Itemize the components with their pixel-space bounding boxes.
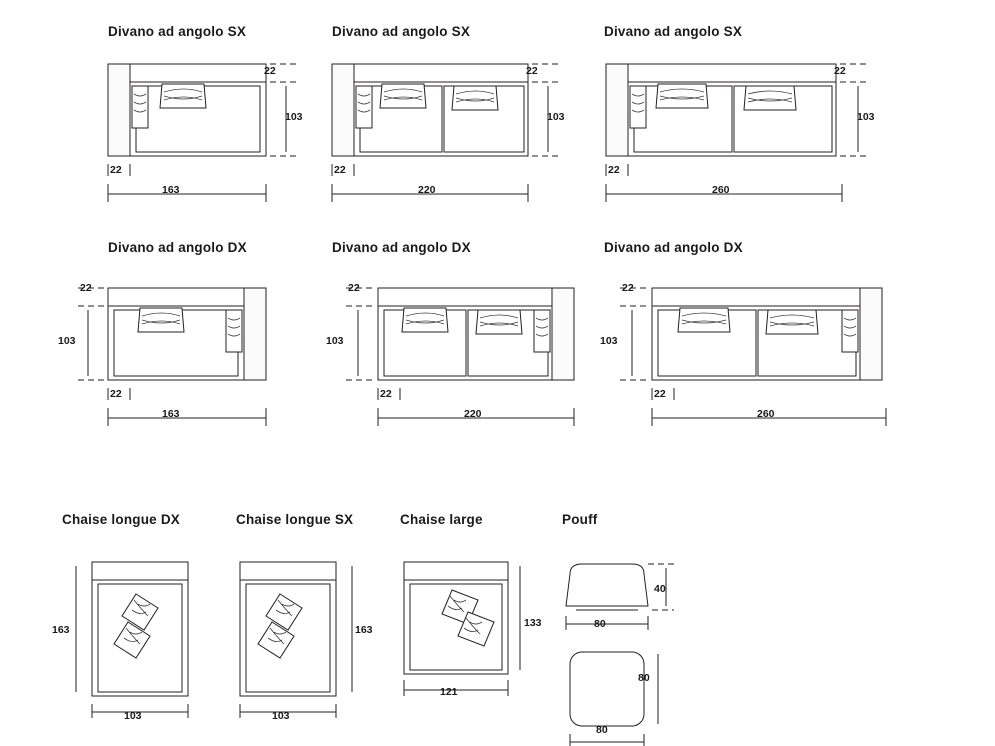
dim-arm-top: 22: [264, 65, 276, 77]
dim-top-depth: 80: [638, 672, 650, 684]
module-title: Pouff: [562, 512, 598, 527]
dim-width: 103: [124, 710, 142, 722]
dim-arm-left: 22: [110, 164, 122, 176]
dim-width: 260: [757, 408, 775, 420]
drawing-pouff: [562, 512, 762, 732]
dim-depth: 103: [326, 335, 344, 347]
dim-side-width: 80: [594, 618, 606, 630]
dim-side-height: 40: [654, 583, 666, 595]
drawing-divano-angolo-sx-220: [328, 24, 628, 209]
dim-width: 220: [418, 184, 436, 196]
dim-width: 103: [272, 710, 290, 722]
dim-arm-left: 22: [608, 164, 620, 176]
dim-depth: 133: [524, 617, 542, 629]
module-title: Chaise longue DX: [62, 512, 180, 527]
drawing-divano-angolo-dx-260: [602, 240, 922, 430]
module-title: Divano ad angolo DX: [108, 240, 247, 255]
dim-arm-top: 22: [526, 65, 538, 77]
dim-depth: 103: [857, 111, 875, 123]
dim-width: 121: [440, 686, 458, 698]
dim-arm-top: 22: [348, 282, 360, 294]
module-title: Divano ad angolo DX: [332, 240, 471, 255]
drawing-divano-angolo-dx-220: [328, 240, 628, 430]
module-title: Divano ad angolo SX: [332, 24, 471, 39]
dim-depth: 103: [285, 111, 303, 123]
dim-depth: 103: [58, 335, 76, 347]
dim-arm-left: 22: [654, 388, 666, 400]
dim-depth: 163: [52, 624, 70, 636]
module-title: Chaise large: [400, 512, 483, 527]
module-title: Divano ad angolo SX: [604, 24, 743, 39]
module-divano-angolo-sx-260: [602, 24, 922, 209]
module-title: Chaise longue SX: [236, 512, 354, 527]
dim-depth: 103: [547, 111, 565, 123]
dim-depth: 163: [355, 624, 373, 636]
module-title: Divano ad angolo DX: [604, 240, 743, 255]
dim-depth: 103: [600, 335, 618, 347]
drawing-chaise-longue-dx: [62, 512, 262, 732]
module-title: Divano ad angolo SX: [108, 24, 247, 39]
dim-top-width: 80: [596, 724, 608, 736]
dim-arm-left: 22: [110, 388, 122, 400]
dim-width: 163: [162, 408, 180, 420]
module-chaise-longue-dx: [52, 512, 262, 732]
dim-arm-top: 22: [80, 282, 92, 294]
dim-width: 260: [712, 184, 730, 196]
module-divano-angolo-dx-260: [602, 240, 922, 430]
dim-arm-top: 22: [622, 282, 634, 294]
dim-arm-left: 22: [380, 388, 392, 400]
dim-width: 220: [464, 408, 482, 420]
dim-arm-top: 22: [834, 65, 846, 77]
dim-width: 163: [162, 184, 180, 196]
module-divano-angolo-sx-220: [328, 24, 628, 209]
dim-arm-left: 22: [334, 164, 346, 176]
module-divano-angolo-dx-220: [328, 240, 628, 430]
module-pouff: [562, 512, 762, 736]
